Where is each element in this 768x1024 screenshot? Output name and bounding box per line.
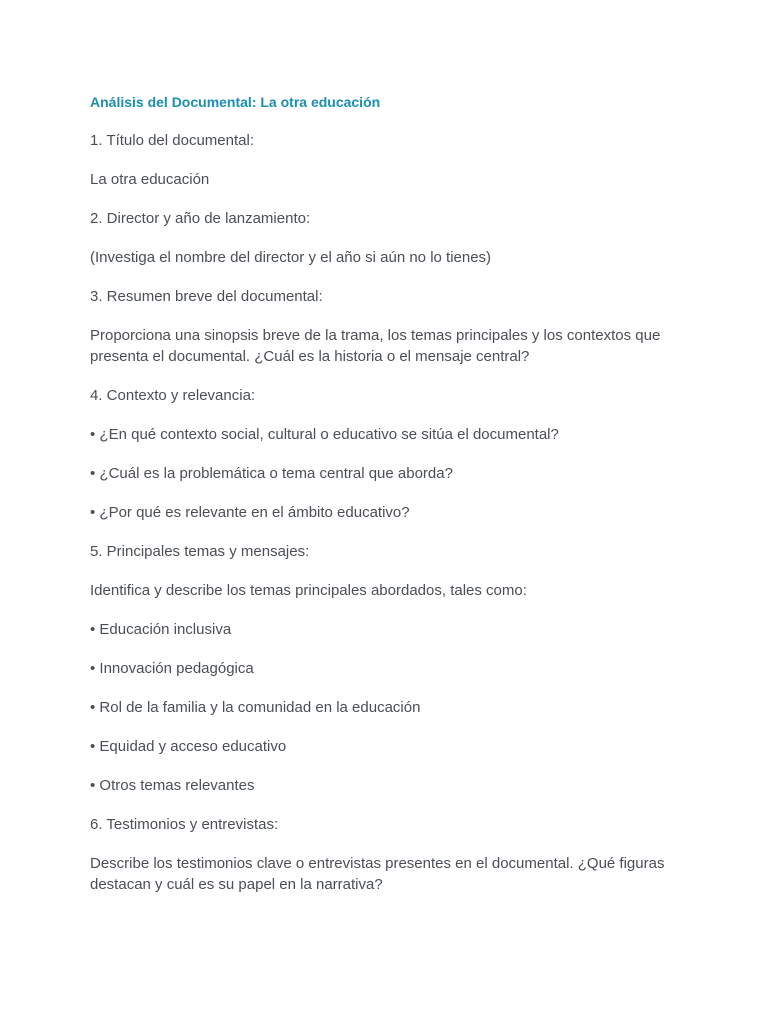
paragraph-themes-intro: Identifica y describe los temas principales abordados, tales como: <box>90 582 527 599</box>
bullet-item: • Otros temas relevantes <box>90 777 255 794</box>
paragraph-director-note: (Investiga el nombre del director y el año si aún no lo tienes) <box>90 249 492 266</box>
bullet-item: • Rol de la familia y la comunidad en la educación <box>90 699 421 716</box>
document-title: Análisis del Documental: La otra educación <box>90 94 381 110</box>
section-heading-4: 4. Contexto y relevancia: <box>90 387 256 404</box>
paragraph-summary-instructions: Proporciona una sinopsis breve de la trama, los temas principales y los contextos que presenta el documental. ¿Cuál es la historia o el mensaje central? <box>90 327 661 365</box>
section-heading-5: 5. Principales temas y mensajes: <box>90 543 310 560</box>
section-heading-3: 3. Resumen breve del documental: <box>90 288 323 305</box>
paragraph-testimonies-instructions: Describe los testimonios clave o entrevistas presentes en el documental. ¿Qué figuras destacan y cuál es su papel en la narrativa? <box>90 855 665 893</box>
bullet-item: • Innovación pedagógica <box>90 660 254 677</box>
bullet-item: • Educación inclusiva <box>90 621 232 638</box>
section-heading-1: 1. Título del documental: <box>90 132 254 149</box>
paragraph-film-title: La otra educación <box>90 171 210 188</box>
section-heading-2: 2. Director y año de lanzamiento: <box>90 210 311 227</box>
bullet-item: • ¿En qué contexto social, cultural o educativo se sitúa el documental? <box>90 426 559 443</box>
section-heading-6: 6. Testimonios y entrevistas: <box>90 816 279 833</box>
bullet-item: • Equidad y acceso educativo <box>90 738 287 755</box>
bullet-item: • ¿Por qué es relevante en el ámbito educativo? <box>90 504 410 521</box>
bullet-item: • ¿Cuál es la problemática o tema central que aborda? <box>90 465 453 482</box>
document-content <box>90 92 690 895</box>
